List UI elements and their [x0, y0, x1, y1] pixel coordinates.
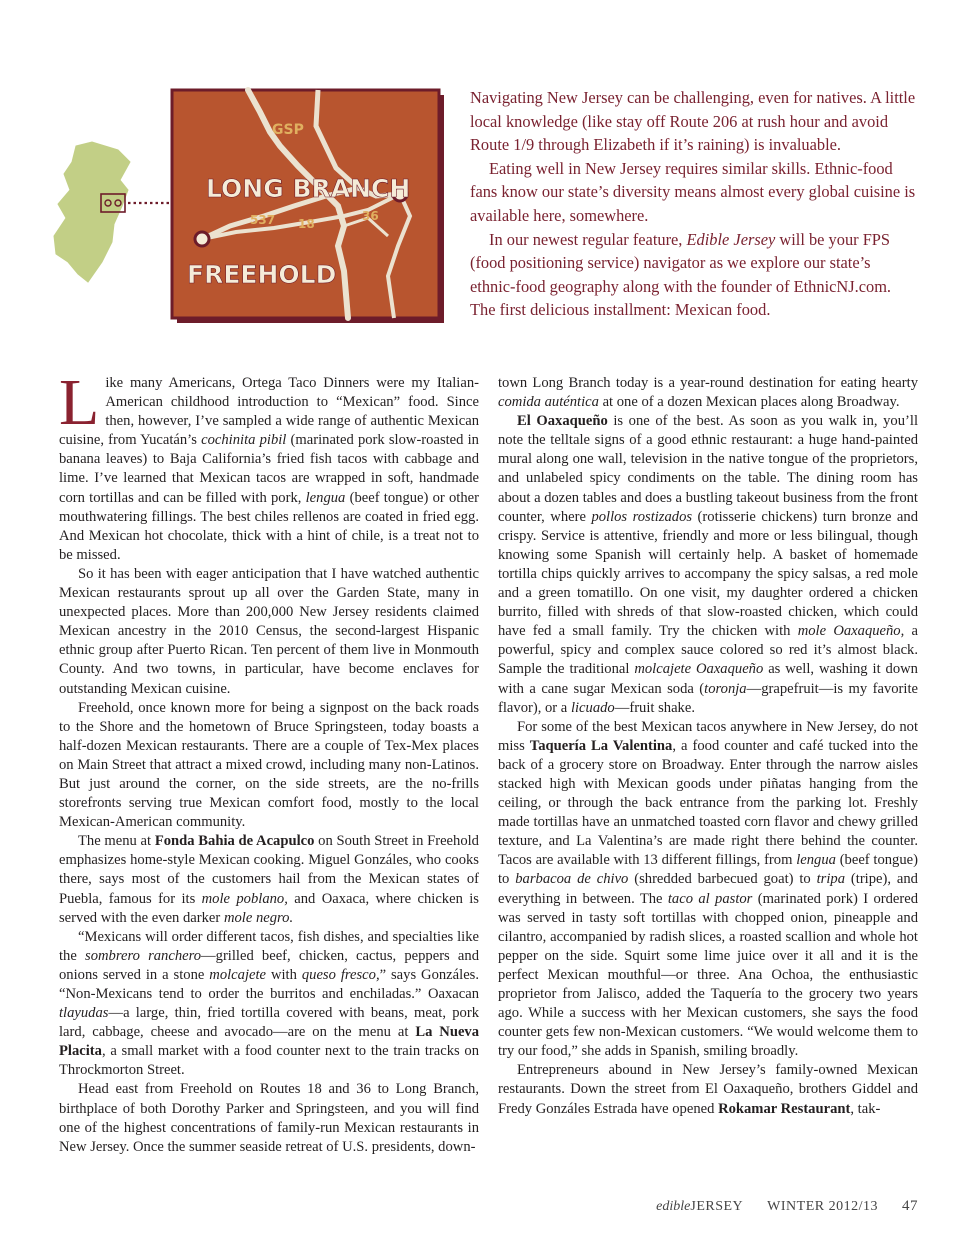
- article-paragraph: For some of the best Mexican tacos anywhere in New Jersey, do not miss Taquería La Valentina, a food counter and café tucked into the back of a grocery store on Broadway. Enter through the narrow aisles stacked high with Mexican goods under piñatas hanging from the ceiling, or through the back entrance from the parking lot. Freshly made tortillas have an unmatched toasted corn flavor and chewy grilled texture, and La Valentina’s are made right there behind the counter. Tacos are available with 13 different fillings, from lengua (beef tongue) to barbacoa de chivo (shredded barbecued goat) to tripa (tripe), and everything in between. The taco al pastor (marinated pork) I ordered was served in tasty soft tortillas with chopped onion, pineapple and cilantro, accompanied by radish slices, a roasted scallion and whole hot pepper on the side. Squirt some lime juice over it all and it is the perfect Mexican mouthful—or three. Ana Ochoa, the enthusiastic proprietor from Jalisco, added the Taquería to the grocery two years ago. While a success with her Mexican customers, she says the food counter gets few non-Mexican customers. “We would welcome them to try our food,” she adds in Spanish, smiling broadly.: [498, 718, 919, 1060]
- article-paragraph: The menu at Fonda Bahia de Acapulco on South Street in Freehold emphasizes home-style Mexican cooking. Miguel Gonzáles, who cooks there, says most of the customers hail from the Mexican states of Puebla, famous for its mole poblano, and Oaxaca, where chicken is served with the even darker mole negro.: [59, 833, 479, 926]
- page-footer: [0, 1198, 918, 1215]
- intro-paragraph-3: In our newest regular feature, Edible Jersey will be your FPS (food positioning service) navigator as we explore our state’s ethnic-food geography along with the founder of EthnicNJ.com. The first delicious installment: Mexican food.: [470, 229, 892, 320]
- route-36-label: 36: [362, 209, 379, 223]
- magazine-name: Edible Jersey: [686, 229, 776, 249]
- article-paragraph: “Mexicans will order different tacos, fish dishes, and specialties like the sombrero ranchero—grilled beef, chicken, cactus, peppers and onions served in a stone molcajete with queso fresco,” says Gonzáles. “Non-Mexicans tend to order the burritos and enchiladas.” Oaxacan tlayudas—a large, thin, fried tortilla covered with beans, meat, pork lard, cabbage, cheese and avocado—are on the menu at La Nueva Placita, a small market with a food counter next to the train tracks on Throckmorton Street.: [59, 928, 480, 1079]
- restaurant-name: La Nueva Placita: [59, 1024, 480, 1060]
- article-paragraph: So it has been with eager anticipation that I have watched authentic Mexican restaurants sprout up all over the Garden State, many in unexpected places. More than 200,000 New Jersey residents claimed Mexican ancestry in the 2010 Census, the second-largest Hispanic ethnic group after Puerto Rican. Ten percent of them live in Monmouth County. And two towns, in particular, have become enclaves for outstanding Mexican cuisine.: [59, 565, 479, 697]
- article-paragraph: Freehold, once known more for being a signpost on the back roads to the Shore and the hometown of Bruce Springsteen, today boasts a half-dozen Mexican restaurants. There are a couple of Tex-Mex places on Main Street that attract a mixed crowd, including many non-Latinos. But just around the corner, on the side streets, are the no-frills storefronts serving true Mexican comfort food, mostly to the local Mexican-American community.: [59, 699, 479, 831]
- article-column-left: [59, 366, 480, 1157]
- restaurant-name: Taquería La Valentina: [529, 737, 673, 754]
- article-paragraph: Like many Americans, Ortega Taco Dinners were my Italian-American childhood introduction to “Mexican” food. Since then, however, I’ve sampled a wide range of authentic Mexican cuisine, from Yucatán’s cochinita pibil (marinated pork slow-roasted in banana leaves) to Baja California’s fried fish tacos with cabbage and lime. I’ve learned that Mexican tacos are wrapped in soft, handmade corn tortillas and can be filled with pork, lengua (beef tongue) or other mouthwatering fillings. The best chiles rellenos are coated in fried egg. And Mexican hot chocolate, thick with a hint of chile, is a treat not to be missed.: [59, 366, 479, 563]
- long-branch-label: LONG BRANCH: [206, 174, 411, 203]
- intro-text: [470, 86, 920, 322]
- article-paragraph: El Oaxaqueño is one of the best. As soon as you walk in, you’ll note the telltale signs of a good ethnic restaurant: a huge hand-painted mural along one wall, television in the native tongue of the proprietors, and unlabeled spicy condiments on the table. The dining room has about a dozen tables and does a bustling takeout business from the front counter, where pollos rostizados (rotisserie chickens) turn bronze and crispy. Service is attentive, friendly and more or less bilingual, though knowing some Spanish will certainly help. A basket of homemade tortilla chips quickly arrives to accompany the spicy salsas, a red mole and a green tomatillo. On one visit, my daughter ordered a chicken burrito, filled with shreds of that slow-roasted chicken, which could have fed a small family. Try the chicken with mole Oaxaqueño, a powerful, spicy and complex sauce colored so red it’s almost black. Sample the traditional molcajete Oaxaqueño as well, washing it down with a cane sugar Mexican soda (toronja—grapefruit—is my favorite flavor), or a licuado—fruit shake.: [498, 413, 919, 716]
- route-537-label: 537: [250, 213, 276, 227]
- restaurant-name: El Oaxaqueño: [517, 413, 608, 430]
- gsp-label: GSP: [272, 122, 304, 138]
- drop-cap: L: [59, 366, 100, 439]
- article-paragraph: Head east from Freehold on Routes 18 and 36 to Long Branch, birthplace of both Dorothy Parker and Springsteen, and you will find one of the highest concentrations of family-run Mexican restaurants in New Jersey. Once the summer seaside retreat of U.S. presidents, down-: [59, 1081, 479, 1155]
- restaurant-name: Rokamar Restaurant: [718, 1100, 851, 1117]
- article-column-right: [498, 374, 918, 1119]
- intro-paragraph-2: Eating well in New Jersey requires similar skills. Ethnic-food fans know our state’s diversity means almost every global cuisine is available here, somewhere.: [470, 158, 916, 225]
- freehold-marker: [195, 232, 209, 246]
- restaurant-name: Fonda Bahia de Acapulco: [154, 833, 315, 850]
- article-paragraph: Entrepreneurs abound in New Jersey’s family-owned Mexican restaurants. Down the street from El Oaxaqueño, brothers Giddel and Fredy Gonzáles Estrada have opened Rokamar Restaurant, tak-: [498, 1062, 918, 1117]
- footer-magazine: edibleJERSEY: [656, 1199, 744, 1214]
- freehold-label: FREEHOLD: [187, 260, 337, 289]
- footer-issue: WINTER 2012/13: [767, 1199, 878, 1214]
- route-18-label: 18: [298, 217, 315, 231]
- intro-paragraph-1: Navigating New Jersey can be challenging, even for natives. A little local knowledge (like stay off Route 206 at rush hour and avoid Route 1/9 through Elizabeth if it’s raining) is invaluable.: [470, 88, 916, 155]
- article-paragraph: town Long Branch today is a year-round destination for eating hearty comida auténtica at one of a dozen Mexican places along Broadway.: [498, 375, 918, 411]
- page-number: 47: [902, 1198, 918, 1214]
- locator-map: [48, 86, 448, 326]
